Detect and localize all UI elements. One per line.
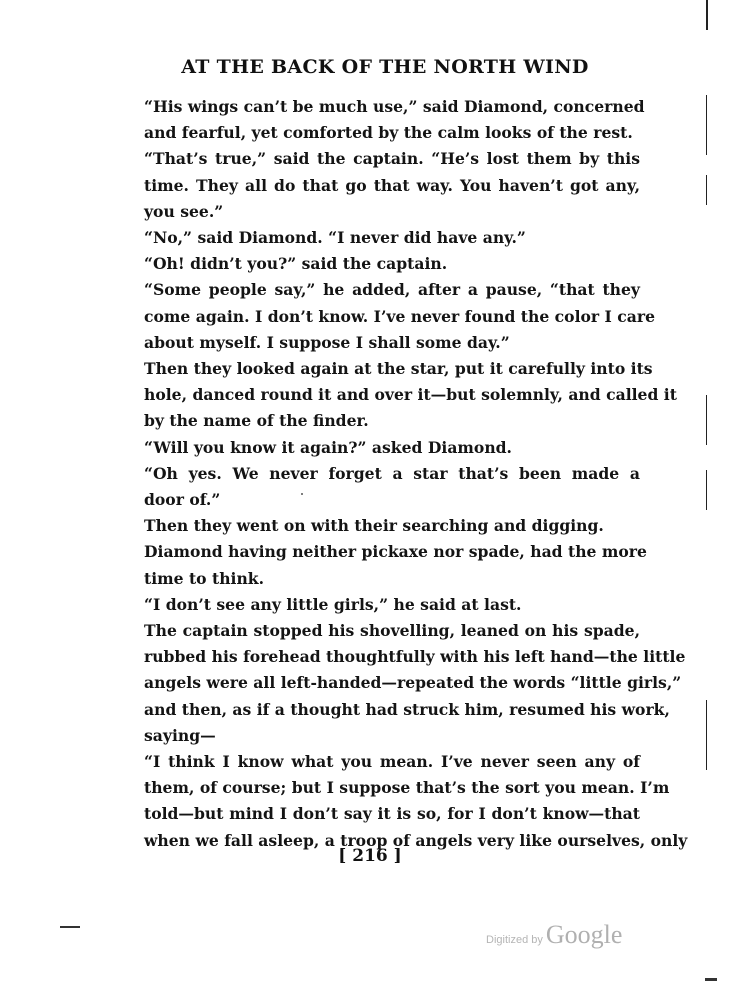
text-line: when we fall asleep, a troop of angels very like ourselves, only xyxy=(144,830,688,850)
paragraph xyxy=(116,513,640,539)
running-head: AT THE BACK OF THE NORTH WIND xyxy=(181,56,589,78)
text-line: hole, danced round it and over it—but solemnly, and called it xyxy=(144,385,677,405)
text-line: “Oh! didn’t you?” said the captain. xyxy=(144,254,448,274)
text-line: come again. I don’t know. I’ve never found the color I care xyxy=(144,306,656,326)
text-line: them, of course; but I suppose that’s the sort you mean. I’m xyxy=(144,778,670,798)
scan-edge-line xyxy=(706,470,707,510)
text-line: angels were all left-handed—repeated the words “little girls,” xyxy=(144,673,682,693)
text-line: The captain stopped his shovelling, leaned on his spade, xyxy=(144,621,640,641)
paragraph xyxy=(116,356,677,435)
text-line: told—but mind I don’t say it is so, for I don’t know—that xyxy=(144,804,640,824)
text-line: “Will you know it again?” asked Diamond. xyxy=(144,437,512,457)
text-line: about myself. I suppose I shall some day.” xyxy=(144,332,510,352)
text-line: time to think. xyxy=(144,568,265,588)
scan-mark xyxy=(705,978,717,981)
scan-edge-line xyxy=(706,95,707,155)
paragraph xyxy=(116,146,640,225)
scan-edge-line xyxy=(706,395,707,445)
text-line: by the name of the finder. xyxy=(144,411,369,431)
watermark-brand: Google xyxy=(545,920,623,949)
text-line: “I don’t see any little girls,” he said at last. xyxy=(144,594,522,614)
paragraph xyxy=(116,749,688,854)
body-text xyxy=(116,94,688,854)
text-line: “His wings can’t be much use,” said Diamond, concerned xyxy=(144,97,645,116)
scan-edge-line xyxy=(706,175,707,205)
paragraph xyxy=(116,592,640,618)
text-line: Then they went on with their searching and digging. xyxy=(144,516,604,536)
paragraph xyxy=(116,435,640,461)
text-line: “I think I know what you mean. I’ve never seen any of xyxy=(144,752,640,772)
text-line: time. They all do that go that way. You haven’t got any, xyxy=(144,175,640,195)
paragraph xyxy=(116,277,656,356)
text-line: saying— xyxy=(144,725,216,745)
text-line: “Oh yes. We never forget a star that’s been made a xyxy=(144,463,640,483)
scan-edge-line xyxy=(706,700,707,770)
watermark-prefix: Digitized by xyxy=(486,934,543,946)
text-line: you see.” xyxy=(144,201,224,221)
scan-speck xyxy=(301,493,303,495)
text-line: “That’s true,” said the captain. “He’s lost them by this xyxy=(144,149,640,169)
text-line: “No,” said Diamond. “I never did have any.” xyxy=(144,228,526,248)
text-line: and fearful, yet comforted by the calm looks of the rest. xyxy=(144,123,633,143)
text-line: “Some people say,” he added, after a pause, “that they xyxy=(144,280,640,300)
scan-edge-line xyxy=(706,0,708,30)
scan-mark xyxy=(60,926,80,928)
paragraph xyxy=(116,461,640,513)
paragraph xyxy=(116,251,640,277)
digitized-watermark xyxy=(486,920,622,954)
paragraph xyxy=(116,539,647,591)
text-line: rubbed his forehead thoughtfully with his left hand—the little xyxy=(144,647,686,667)
text-line: and then, as if a thought had struck him, resumed his work, xyxy=(144,699,670,719)
paragraph xyxy=(116,618,686,749)
text-line: Diamond having neither pickaxe nor spade, had the more xyxy=(144,542,647,562)
paragraph xyxy=(116,94,645,146)
text-line: Then they looked again at the star, put it carefully into its xyxy=(144,359,653,379)
paragraph xyxy=(116,225,640,251)
page-number: [ 216 ] xyxy=(338,846,402,866)
text-line: door of.” xyxy=(144,490,221,510)
